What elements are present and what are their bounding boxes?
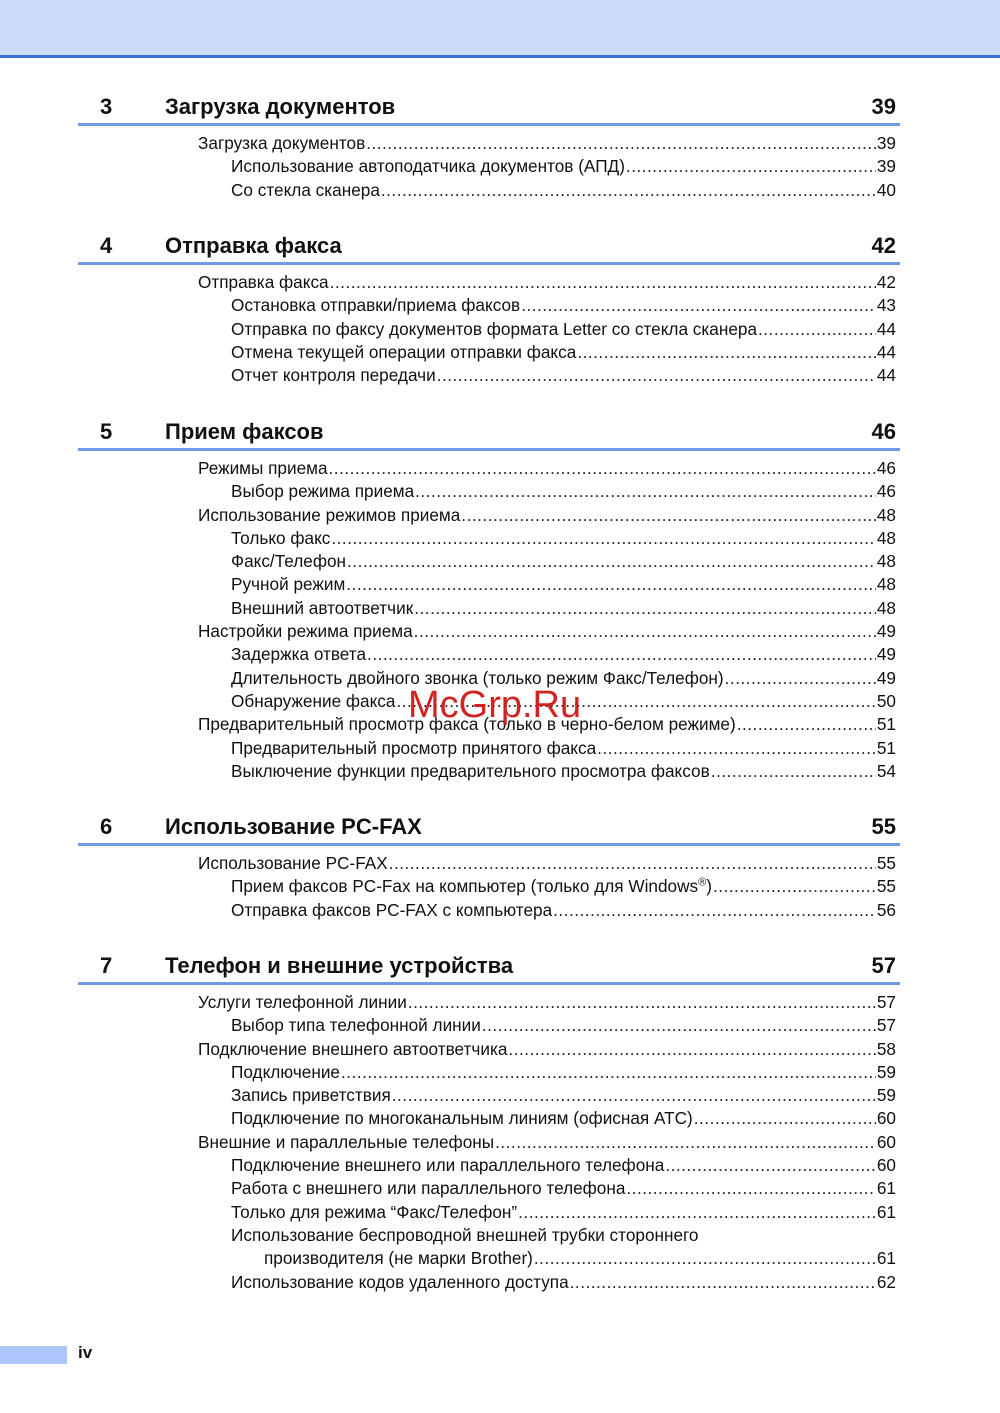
entry-title-text: Предварительный просмотр факса (только в черно-белом режиме) — [198, 714, 736, 735]
entry-page: 42 — [876, 272, 896, 292]
entry-page: 50 — [876, 690, 896, 711]
entry-page: 44 — [876, 318, 896, 339]
toc-entry[interactable] — [78, 737, 900, 760]
toc-entry[interactable] — [78, 573, 900, 596]
chapter-page: 57 — [871, 953, 896, 978]
dot-leader — [518, 1201, 876, 1224]
entry-page: 48 — [876, 574, 896, 595]
entry-page: 59 — [876, 1085, 896, 1106]
entry-page: 57 — [876, 1015, 896, 1036]
toc-entry[interactable] — [78, 597, 900, 620]
entry-title-text: Выключение функции предварительного просмотра факсов — [231, 760, 710, 781]
entry-page: 60 — [876, 1155, 896, 1176]
dot-leader — [694, 1107, 876, 1130]
entry-title — [198, 620, 413, 643]
dot-leader — [367, 643, 876, 666]
toc-entry[interactable] — [78, 1107, 900, 1130]
dot-leader — [577, 341, 876, 364]
toc-entry[interactable] — [78, 480, 900, 503]
toc-entry[interactable] — [78, 527, 900, 550]
chapter-title: Прием факсов — [165, 419, 324, 444]
dot-leader — [495, 1131, 876, 1154]
chapter-number: 3 — [100, 94, 113, 119]
entry-title — [231, 1271, 569, 1294]
entry-title-text: Задержка ответа — [231, 644, 367, 665]
entry-title-text: Внешний автоответчик — [231, 597, 414, 618]
dot-leader — [346, 573, 876, 596]
entry-title-text: Остановка отправки/приема факсов — [231, 295, 521, 316]
entry-title-text: Прием факсов PC-Fax на компьютер (только для Windows — [231, 876, 699, 897]
entry-title — [231, 1201, 517, 1224]
entry-page: 44 — [876, 341, 896, 362]
toc-entry[interactable] — [78, 1131, 900, 1154]
entry-title — [264, 1247, 533, 1270]
chapter-number: 6 — [100, 814, 113, 839]
dot-leader — [508, 1038, 875, 1061]
toc-entry[interactable] — [78, 1201, 900, 1224]
dot-leader — [414, 620, 876, 643]
entry-title — [231, 155, 625, 178]
entry-title-text: Использование автоподатчика документов (АПД) — [231, 156, 625, 177]
entry-title-text: Использование PC-FAX — [198, 853, 388, 873]
entry-title-text: Длительность двойного звонка (только режим Факс/Телефон) — [231, 667, 724, 688]
entry-page: 55 — [876, 853, 896, 873]
toc-entry[interactable] — [78, 271, 900, 294]
entry-page: 51 — [876, 714, 896, 735]
entry-title-text: Отправка по факсу документов формата Letter со стекла сканера — [231, 318, 757, 339]
entry-title — [231, 1177, 625, 1200]
entry-title — [231, 527, 330, 550]
entry-title-text: Отправка факсов PC-FAX с компьютера — [231, 899, 553, 920]
entry-page: 46 — [876, 481, 896, 502]
entry-page: 57 — [876, 992, 896, 1012]
dot-leader — [521, 294, 876, 317]
toc-entry[interactable] — [78, 550, 900, 573]
entry-title-text: Обнаружение факса — [231, 690, 396, 711]
dot-leader — [570, 1271, 876, 1294]
entry-title — [231, 179, 380, 202]
entry-title-text: Услуги телефонной линии — [198, 992, 407, 1012]
entry-title-text: Настройки режима приема — [198, 621, 413, 642]
entry-title — [231, 1154, 664, 1177]
entry-title — [231, 760, 710, 783]
entry-title — [231, 480, 414, 503]
entry-list — [78, 132, 900, 202]
header-band — [0, 0, 1000, 58]
entry-title — [198, 1131, 494, 1154]
entry-page: 56 — [876, 899, 896, 920]
entry-title — [231, 573, 345, 596]
dot-leader — [597, 737, 876, 760]
chapter-heading[interactable] — [78, 813, 900, 846]
dot-leader — [381, 179, 876, 202]
entry-title — [231, 643, 366, 666]
entry-page: 39 — [876, 133, 896, 153]
entry-title — [231, 899, 552, 922]
entry-page: 48 — [876, 597, 896, 618]
chapter-title: Отправка факса — [165, 233, 342, 258]
chapter-title: Телефон и внешние устройства — [165, 953, 514, 978]
entry-title-suffix: ) — [706, 876, 712, 897]
entry-page: 61 — [876, 1201, 896, 1222]
entry-title — [231, 341, 576, 364]
entry-page: 43 — [876, 295, 896, 316]
entry-page: 61 — [876, 1248, 896, 1269]
chapter-number: 5 — [100, 419, 113, 444]
entry-page: 40 — [876, 179, 896, 200]
dot-leader — [737, 713, 876, 736]
entry-title-text: Только для режима “Факс/Телефон” — [231, 1201, 518, 1222]
entry-title — [231, 690, 395, 713]
chapter-page: 46 — [871, 419, 896, 444]
dot-leader — [626, 155, 876, 178]
entry-page: 44 — [876, 365, 896, 386]
entry-title — [198, 271, 329, 294]
entry-list — [78, 991, 900, 1294]
chapter-number: 7 — [100, 953, 113, 978]
dot-leader — [389, 852, 876, 875]
dot-leader — [414, 597, 876, 620]
entry-page: 46 — [876, 458, 896, 478]
toc-entry[interactable] — [78, 457, 900, 480]
toc-entry[interactable] — [78, 364, 900, 387]
entry-page: 48 — [876, 527, 896, 548]
entry-title-text: Использование кодов удаленного доступа — [231, 1271, 569, 1292]
entry-page: 49 — [876, 667, 896, 688]
dot-leader — [331, 527, 876, 550]
entry-title-text: производителя (не марки Brother) — [264, 1248, 533, 1269]
entry-title-text: Отмена текущей операции отправки факса — [231, 341, 577, 362]
entry-title — [231, 318, 757, 341]
dot-leader — [461, 504, 876, 527]
entry-page: 62 — [876, 1271, 896, 1292]
dot-leader — [482, 1014, 876, 1037]
dot-leader — [626, 1177, 875, 1200]
chapter-page: 42 — [871, 233, 896, 258]
dot-leader — [437, 364, 876, 387]
entry-title — [231, 1061, 340, 1084]
toc-entry[interactable] — [78, 643, 900, 666]
entry-title-text: Подключение — [231, 1061, 340, 1082]
chapter-section — [78, 418, 900, 783]
chapter-section — [78, 952, 900, 1294]
toc-entry[interactable] — [78, 1247, 900, 1270]
entry-title-text: Отправка факса — [198, 272, 329, 292]
chapter-heading[interactable] — [78, 418, 900, 451]
dot-leader — [713, 875, 876, 898]
toc-entry[interactable] — [78, 1271, 900, 1294]
dot-leader — [534, 1247, 876, 1270]
entry-page: 61 — [876, 1178, 896, 1199]
dot-leader — [392, 1084, 876, 1107]
entry-title-text: Отчет контроля передачи — [231, 365, 436, 386]
entry-title — [198, 852, 388, 875]
toc-entry[interactable] — [78, 504, 900, 527]
registered-mark: ® — [698, 876, 707, 889]
toc-entry[interactable] — [78, 620, 900, 643]
entry-title-text: Со стекла сканера — [231, 179, 380, 200]
entry-title — [231, 737, 596, 760]
entry-page: 60 — [876, 1108, 896, 1129]
dot-leader — [366, 132, 876, 155]
watermark: McGrp.Ru — [408, 684, 582, 726]
entry-title-text: Выбор типа телефонной линии — [231, 1015, 481, 1036]
entry-title — [231, 1014, 481, 1037]
chapter-heading[interactable] — [78, 93, 900, 126]
entry-title-text: Использование режимов приема — [198, 504, 461, 525]
entry-title-text: Факс/Телефон — [231, 551, 347, 572]
dot-leader — [347, 550, 876, 573]
chapter-title: Загрузка документов — [165, 94, 396, 119]
toc-entry[interactable] — [78, 1177, 900, 1200]
entry-title-text: Работа с внешнего или параллельного телефона — [231, 1178, 626, 1199]
entry-title — [231, 1084, 391, 1107]
chapter-heading[interactable] — [78, 232, 900, 265]
toc-entry[interactable] — [78, 760, 900, 783]
entry-title-text: Подключение по многоканальным линиям (офисная АТС) — [231, 1108, 693, 1129]
chapter-number: 4 — [100, 233, 113, 258]
entry-title — [198, 457, 328, 480]
entry-list — [78, 457, 900, 783]
toc-entry[interactable] — [78, 1038, 900, 1061]
entry-title — [231, 1107, 693, 1130]
dot-leader — [665, 1154, 876, 1177]
toc-entry[interactable] — [78, 875, 900, 898]
dot-leader — [341, 1061, 876, 1084]
toc-entry[interactable] — [78, 318, 900, 341]
entry-title — [231, 550, 346, 573]
dot-leader — [553, 899, 876, 922]
entry-title — [231, 364, 436, 387]
entry-title — [231, 1224, 699, 1247]
chapter-page: 55 — [871, 814, 896, 839]
chapter-section — [78, 232, 900, 387]
entry-page: 60 — [876, 1131, 896, 1152]
toc-entry[interactable] — [78, 1061, 900, 1084]
chapter-heading[interactable] — [78, 952, 900, 985]
page-number: iv — [78, 1343, 93, 1362]
entry-page: 55 — [876, 876, 896, 897]
dot-leader — [711, 760, 876, 783]
chapter-page: 39 — [871, 94, 896, 119]
entry-page: 39 — [876, 156, 896, 177]
entry-title-text: Загрузка документов — [198, 133, 366, 153]
entry-title-text: Только факс — [231, 527, 331, 548]
dot-leader — [415, 480, 876, 503]
dot-leader — [758, 318, 876, 341]
entry-title — [198, 132, 365, 155]
entry-page: 58 — [876, 1038, 896, 1059]
toc-entry[interactable] — [78, 179, 900, 202]
toc-entry[interactable] — [78, 132, 900, 155]
chapter-title: Использование PC-FAX — [165, 814, 422, 839]
entry-page: 49 — [876, 644, 896, 665]
entry-title-text: Использование беспроводной внешней трубки стороннего — [231, 1224, 699, 1245]
chapter-section — [78, 93, 900, 202]
entry-page: 48 — [876, 504, 896, 525]
dot-leader — [330, 271, 876, 294]
entry-title — [198, 1038, 507, 1061]
toc-entry[interactable] — [78, 1014, 900, 1037]
toc-entry[interactable] — [78, 1154, 900, 1177]
entry-title — [198, 991, 407, 1014]
entry-page: 48 — [876, 551, 896, 572]
toc-entry[interactable] — [78, 852, 900, 875]
dot-leader — [329, 457, 876, 480]
entry-title-text: Выбор режима приема — [231, 481, 415, 502]
entry-title-text: Подключение внешнего или параллельного телефона — [231, 1155, 665, 1176]
toc-entry[interactable] — [78, 1224, 900, 1247]
entry-list — [78, 271, 900, 387]
page-tab-marker — [0, 1346, 67, 1364]
toc-entry[interactable] — [78, 341, 900, 364]
entry-title-text: Ручной режим — [231, 574, 346, 595]
entry-title-text: Запись приветствия — [231, 1085, 391, 1106]
entry-title — [231, 875, 712, 898]
entry-page: 49 — [876, 621, 896, 642]
chapter-section — [78, 813, 900, 922]
entry-title — [231, 294, 520, 317]
entry-title — [231, 597, 413, 620]
entry-title — [198, 504, 460, 527]
toc-entry[interactable] — [78, 991, 900, 1014]
entry-page: 59 — [876, 1061, 896, 1082]
dot-leader — [408, 991, 876, 1014]
toc-entry[interactable] — [78, 294, 900, 317]
entry-title-text: Предварительный просмотр принятого факса — [231, 737, 597, 758]
entry-page: 51 — [876, 737, 896, 758]
entry-title-text: Внешние и параллельные телефоны — [198, 1131, 495, 1152]
entry-page: 54 — [876, 760, 896, 781]
entry-list — [78, 852, 900, 922]
toc-entry[interactable] — [78, 155, 900, 178]
dot-leader — [725, 667, 876, 690]
entry-title-text: Режимы приема — [198, 458, 328, 478]
toc-entry[interactable] — [78, 899, 900, 922]
entry-title-text: Подключение внешнего автоответчика — [198, 1038, 508, 1059]
toc-entry[interactable] — [78, 1084, 900, 1107]
